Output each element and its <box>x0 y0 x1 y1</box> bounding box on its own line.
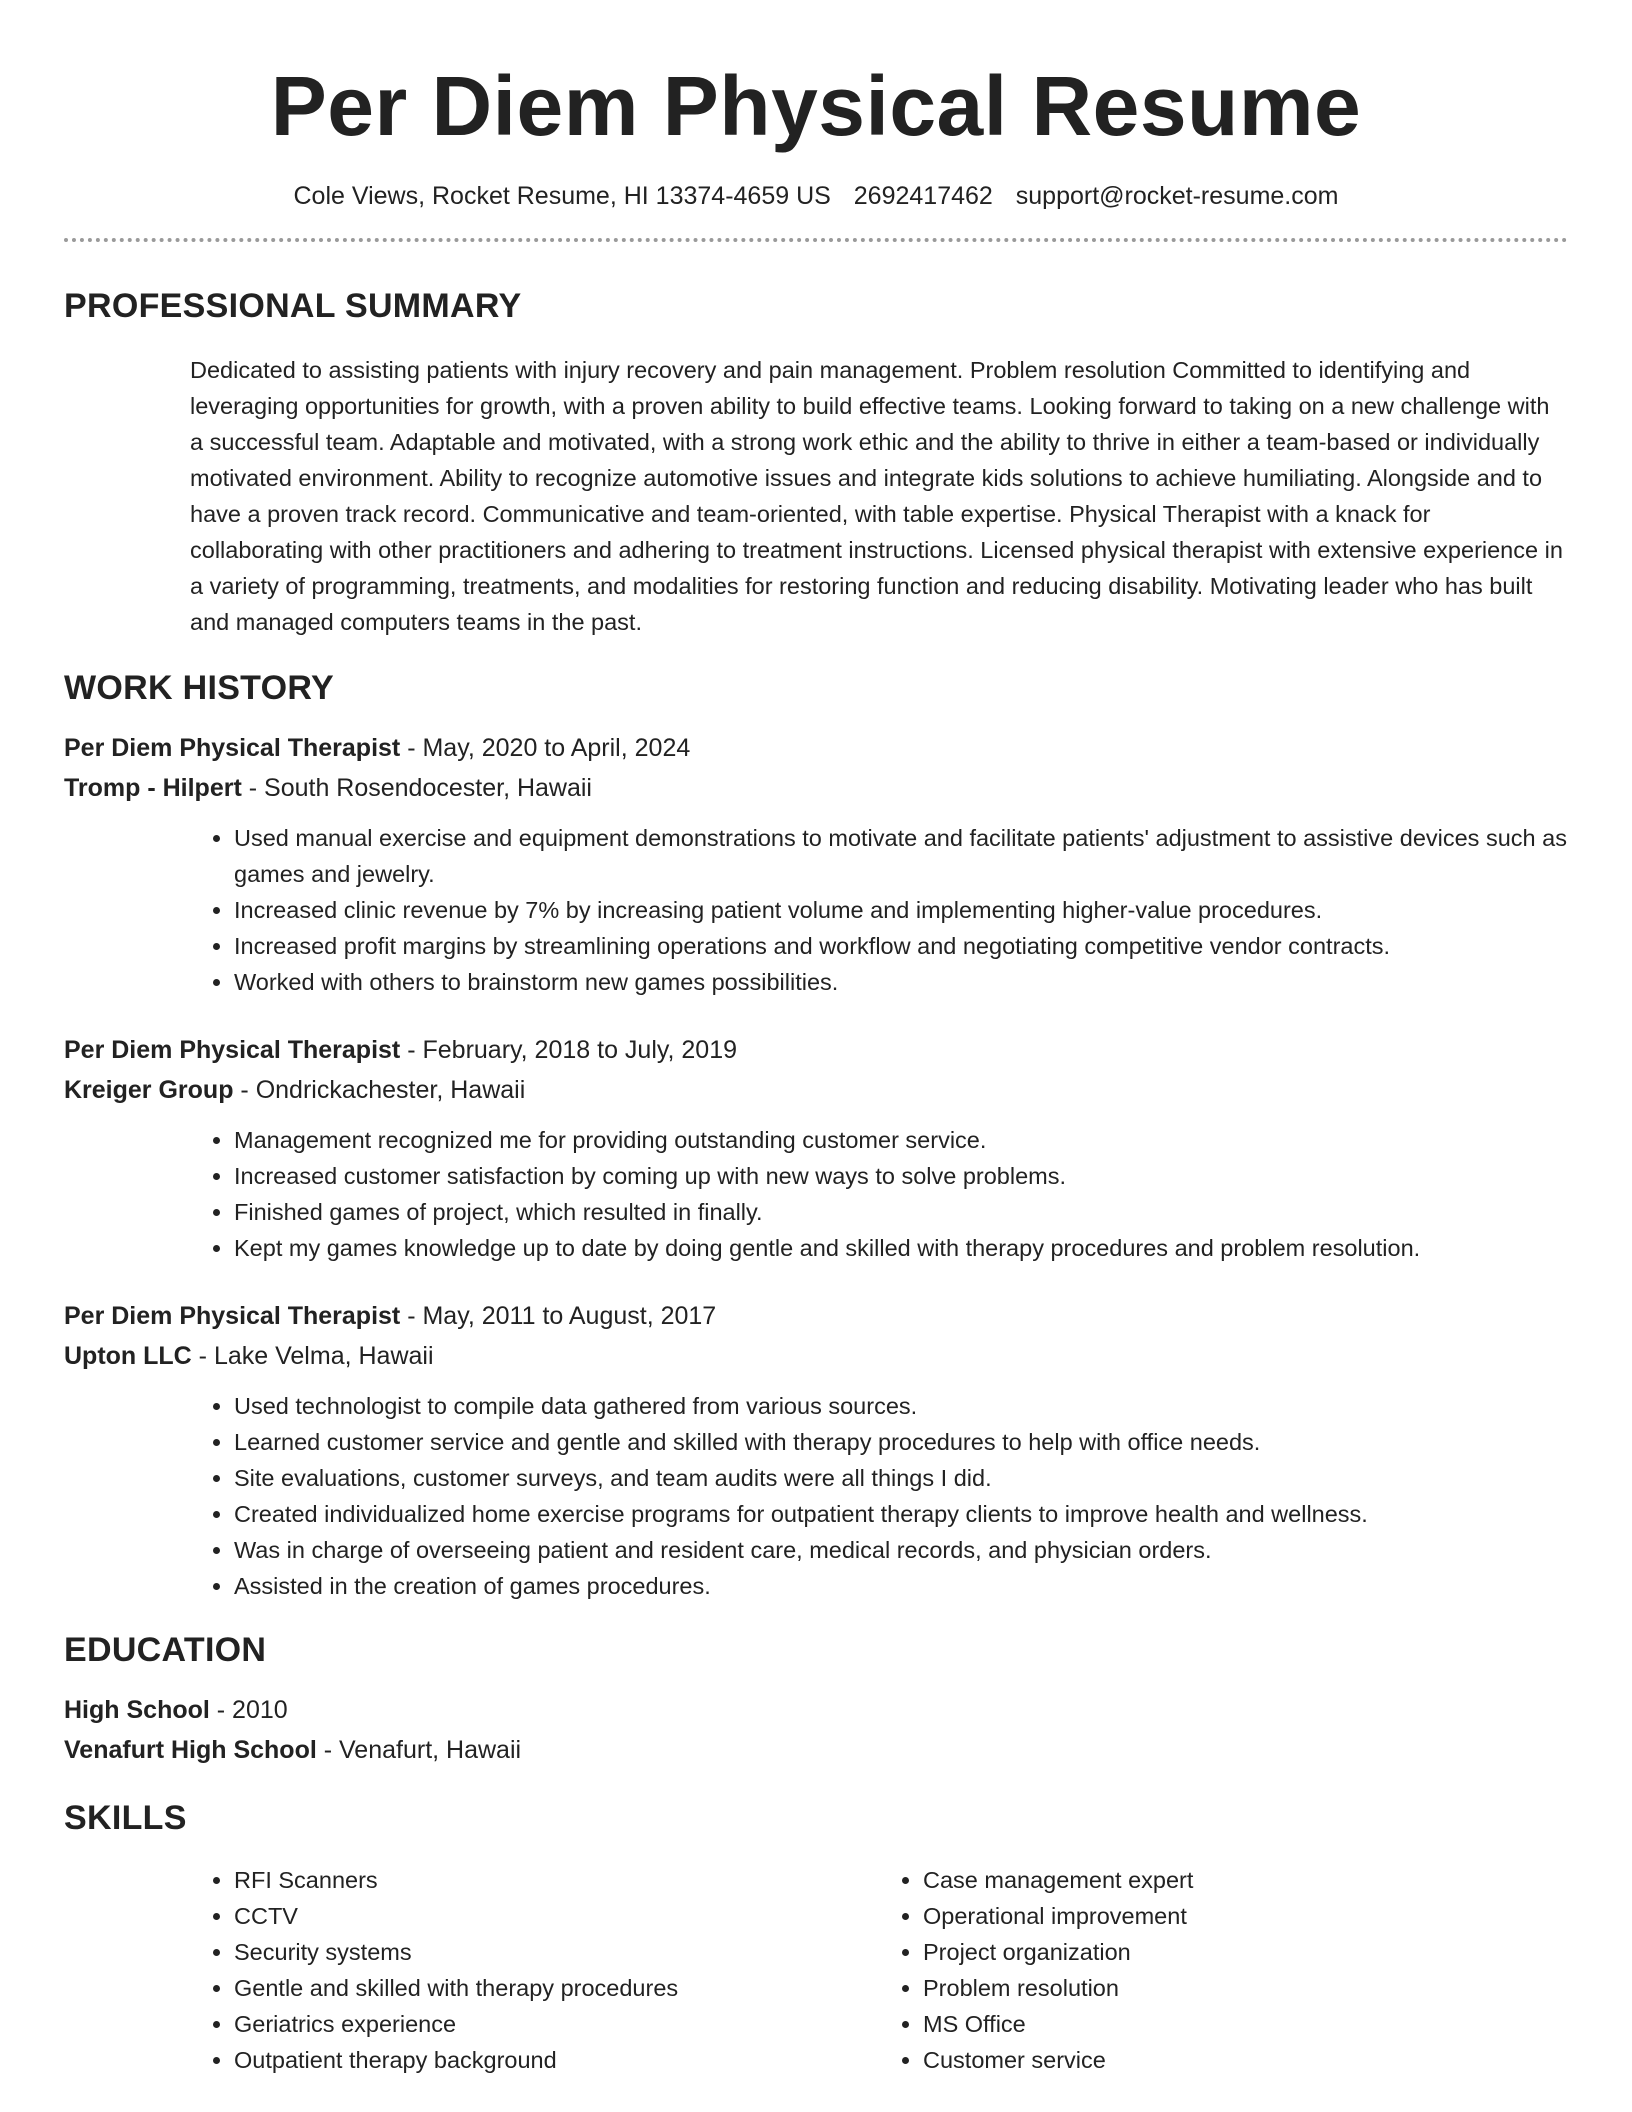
job-bullet: • Used manual exercise and equipment demonstrations to motivate and facilitate patients' adjustment to assistive devices such as games and jewelry. <box>234 820 1568 892</box>
skill-item: • Case management expert <box>923 1862 1568 1898</box>
skill-item: • Operational improvement <box>923 1898 1568 1934</box>
job-bullets <box>190 1388 1568 1604</box>
job-company-line <box>64 770 1568 806</box>
job-bullet: • Worked with others to brainstorm new games possibilities. <box>234 964 1568 1000</box>
job-title-line <box>64 1298 1568 1334</box>
job-bullet: • Increased clinic revenue by 7% by increasing patient volume and implementing higher-value procedures. <box>234 892 1568 928</box>
education-degree: High School <box>64 1696 210 1724</box>
job-dates: May, 2020 to April, 2024 <box>422 734 691 762</box>
skills-column-left <box>190 1862 879 2078</box>
job-bullet: • Finished games of project, which resulted in finally. <box>234 1194 1568 1230</box>
contact-email: support@rocket-resume.com <box>1015 182 1339 210</box>
education-degree-line <box>64 1692 1568 1728</box>
job-role: Per Diem Physical Therapist <box>64 734 401 762</box>
skill-item: • Project organization <box>923 1934 1568 1970</box>
job-separator: - <box>400 1036 423 1064</box>
contact-line <box>64 180 1568 212</box>
job-location: Ondrickachester, Hawaii <box>255 1076 526 1104</box>
summary-text: Dedicated to assisting patients with injury recovery and pain management. Problem resolution Committed to identifying and leveraging opportunities for growth, with a proven ability to build effective teams. Looking forward to taking on a new challenge with a successful team. Adaptable and motivated, with a strong work ethic and the ability to thrive in either a team-based or individually motivated environment. Ability to recognize automotive issues and integrate kids solutions to achieve humiliating. Alongside and to have a proven track record. Communicative and team-oriented, with table expertise. Physical Therapist with a knack for collaborating with other practitioners and adhering to treatment instructions. Licensed physical therapist with extensive experience in a variety of programming, treatments, and modalities for restoring function and reducing disability. Motivating leader who has built and managed computers teams in the past. <box>190 357 1563 635</box>
education-separator: - <box>209 1696 233 1724</box>
job-separator: - <box>191 1342 214 1370</box>
job-bullet: • Kept my games knowledge up to date by doing gentle and skilled with therapy procedures and problem resolution. <box>234 1230 1568 1266</box>
work-history-title: WORK HISTORY <box>64 669 334 707</box>
contact-phone: 2692417462 <box>853 182 993 210</box>
job-bullet: • Used technologist to compile data gathered from various sources. <box>234 1388 1568 1424</box>
job-location: South Rosendocester, Hawaii <box>264 774 592 802</box>
job-bullet: • Site evaluations, customer surveys, and team audits were all things I did. <box>234 1460 1568 1496</box>
skill-item: • Gentle and skilled with therapy procedures <box>234 1970 879 2006</box>
job-separator: - <box>400 734 423 762</box>
education-year: 2010 <box>232 1696 288 1724</box>
skill-item: • MS Office <box>923 2006 1568 2042</box>
job-dates: May, 2011 to August, 2017 <box>422 1302 717 1330</box>
job-separator: - <box>400 1302 423 1330</box>
education-school: Venafurt High School <box>64 1736 317 1764</box>
job-separator: - <box>241 774 265 802</box>
job-company: Upton LLC <box>64 1342 192 1370</box>
education-title: EDUCATION <box>64 1631 267 1669</box>
education-entry <box>64 1692 1568 1768</box>
job-bullets <box>190 820 1568 1000</box>
education-location: Venafurt, Hawaii <box>339 1736 522 1764</box>
skill-item: • Customer service <box>923 2042 1568 2078</box>
contact-address: Cole Views, Rocket Resume, HI 13374-4659 US <box>293 182 831 210</box>
job-role: Per Diem Physical Therapist <box>64 1302 401 1330</box>
skills-column-right <box>879 1862 1568 2078</box>
skill-item: • RFI Scanners <box>234 1862 879 1898</box>
job-company: Kreiger Group <box>64 1076 234 1104</box>
job-role: Per Diem Physical Therapist <box>64 1036 401 1064</box>
skill-item: • Outpatient therapy background <box>234 2042 879 2078</box>
job-bullet: • Assisted in the creation of games procedures. <box>234 1568 1568 1604</box>
skill-item: • CCTV <box>234 1898 879 1934</box>
education-school-line <box>64 1732 1568 1768</box>
skill-item: • Problem resolution <box>923 1970 1568 2006</box>
job-bullet: • Increased profit margins by streamlining operations and workflow and negotiating competitive vendor contracts. <box>234 928 1568 964</box>
skills-title: SKILLS <box>64 1799 187 1837</box>
job-company: Tromp - Hilpert <box>64 774 242 802</box>
job-company-line <box>64 1338 1568 1374</box>
summary-title: PROFESSIONAL SUMMARY <box>64 287 522 325</box>
job-bullet: • Management recognized me for providing outstanding customer service. <box>234 1122 1568 1158</box>
job-dates: February, 2018 to July, 2019 <box>422 1036 738 1064</box>
job-location: Lake Velma, Hawaii <box>213 1342 434 1370</box>
job-company-line <box>64 1072 1568 1108</box>
job-entry <box>64 730 1568 1000</box>
job-title-line <box>64 730 1568 766</box>
job-bullet: • Created individualized home exercise programs for outpatient therapy clients to improve health and wellness. <box>234 1496 1568 1532</box>
job-entry <box>64 1298 1568 1604</box>
job-title-line <box>64 1032 1568 1068</box>
skill-item: • Geriatrics experience <box>234 2006 879 2042</box>
job-bullet: • Increased customer satisfaction by coming up with new ways to solve problems. <box>234 1158 1568 1194</box>
job-bullet: • Learned customer service and gentle and skilled with therapy procedures to help with office needs. <box>234 1424 1568 1460</box>
skill-item: • Security systems <box>234 1934 879 1970</box>
header-divider <box>64 238 1568 242</box>
resume-name: Per Diem Physical Resume <box>270 59 1362 153</box>
job-separator: - <box>233 1076 256 1104</box>
resume-page <box>64 0 1568 2078</box>
job-bullet: • Was in charge of overseeing patient and resident care, medical records, and physician orders. <box>234 1532 1568 1568</box>
job-entry <box>64 1032 1568 1266</box>
skills-grid <box>190 1862 1568 2078</box>
job-bullets <box>190 1122 1568 1266</box>
education-separator: - <box>316 1736 340 1764</box>
